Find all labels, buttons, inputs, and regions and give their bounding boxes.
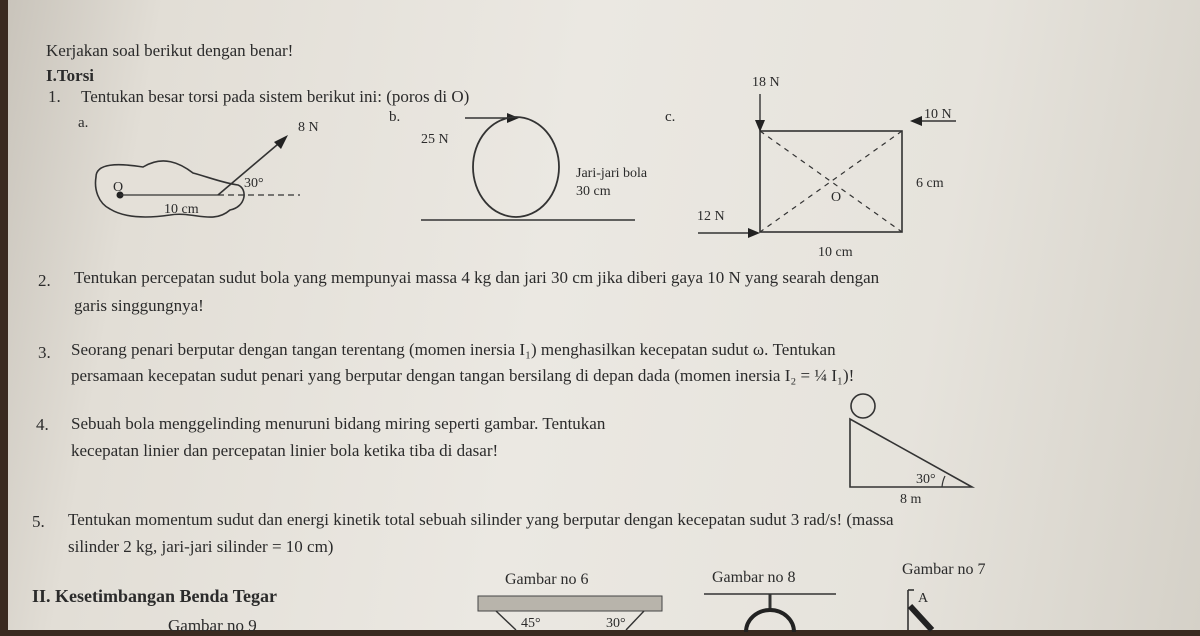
ceiling-bar [478,596,662,611]
q5-line1: Tentukan momentum sudut dan energi kinetik total sebuah silinder yang berputar dengan kecepatan sudut 3 rad/s! (massa [68,510,894,529]
incline-base-label: 8 m [900,492,922,507]
angle-label: 30° [244,176,264,191]
angle-1-label: 45° [521,616,541,631]
angle-2-label: 30° [606,616,626,631]
right-rope [626,611,644,630]
q1-text: Tentukan besar torsi pada sistem berikut ini: (poros di O) [81,87,470,106]
pulley-ring [746,610,794,632]
rolling-ball [851,394,875,418]
q1-number: 1. [48,87,61,106]
gambar-6-caption: Gambar no 6 [505,571,589,588]
left-rope [496,611,516,630]
q3-line2: persamaan kecepatan sudut penari yang berputar dengan tangan bersilang di depan dada (momen inersia I₂ = ¼ I₁)! [71,366,855,385]
fig-a-lever [88,115,319,230]
gambar-7-figure [898,586,958,630]
point-a-label: A [918,591,929,606]
q4-number: 4. [36,415,49,434]
width-label: 10 cm [818,245,853,260]
gambar-8-caption: Gambar no 8 [712,569,796,586]
radius-label-2: 30 cm [576,184,611,199]
fig-c-rectangle [680,70,970,265]
section-torsi-title: I.Torsi [46,66,95,85]
worksheet-paper [8,0,1200,635]
incline-figure [838,392,988,510]
q4-line1: Sebuah bola menggelinding menuruni bidang miring seperti gambar. Tentukan [71,414,606,433]
fig-b-label: b. [389,109,401,125]
left-force-label: 12 N [697,209,725,224]
force-label: 8 N [298,120,319,135]
section-kesetimbangan-title: II. Kesetimbangan Benda Tegar [32,586,278,606]
q2-number: 2. [38,271,51,290]
force-label: 25 N [421,132,449,147]
ball-circle [473,117,559,217]
right-force-arrowhead [910,116,922,126]
gambar-9-caption: Gambar no 9 [168,616,257,635]
right-force-label: 10 N [924,107,952,122]
incline-triangle [850,419,972,487]
fig-b-ball [413,109,676,235]
left-force-arrowhead [748,228,760,238]
radius-label-1: Jari-jari bola [576,166,648,181]
gambar-8-figure [698,590,848,630]
distance-label: 10 cm [164,202,199,217]
height-label: 6 cm [916,176,944,191]
fig-c-label: c. [665,109,676,125]
top-force-label: 18 N [752,75,780,90]
q4-line2: kecepatan linier dan percepatan linier bola ketika tiba di dasar! [71,441,499,460]
beam [910,606,932,630]
q3-number: 3. [38,343,51,362]
force-arrowhead [274,135,288,149]
fig-a-label: a. [78,115,89,131]
q2-line1: Tentukan percepatan sudut bola yang mempunyai massa 4 kg dan jari 30 cm jika diberi gaya 10 N yang searah dengan [74,268,880,287]
gambar-7-caption: Gambar no 7 [902,561,986,578]
q3-line1: Seorang penari berputar dengan tangan terentang (momen inersia I₁) menghasilkan kecepatan sudut ω. Tentukan [71,340,836,359]
instruction-text: Kerjakan soal berikut dengan benar! [46,41,294,60]
top-force-arrowhead [755,120,765,132]
angle-arc [942,476,945,487]
q5-line2: silinder 2 kg, jari-jari silinder = 10 cm) [68,537,334,556]
q2-line2: garis singgungnya! [74,296,204,315]
pivot-label: O [113,180,124,195]
incline-angle-label: 30° [916,472,936,487]
q5-number: 5. [32,512,45,531]
origin-label: O [831,190,842,205]
gambar-6-figure [476,594,676,630]
